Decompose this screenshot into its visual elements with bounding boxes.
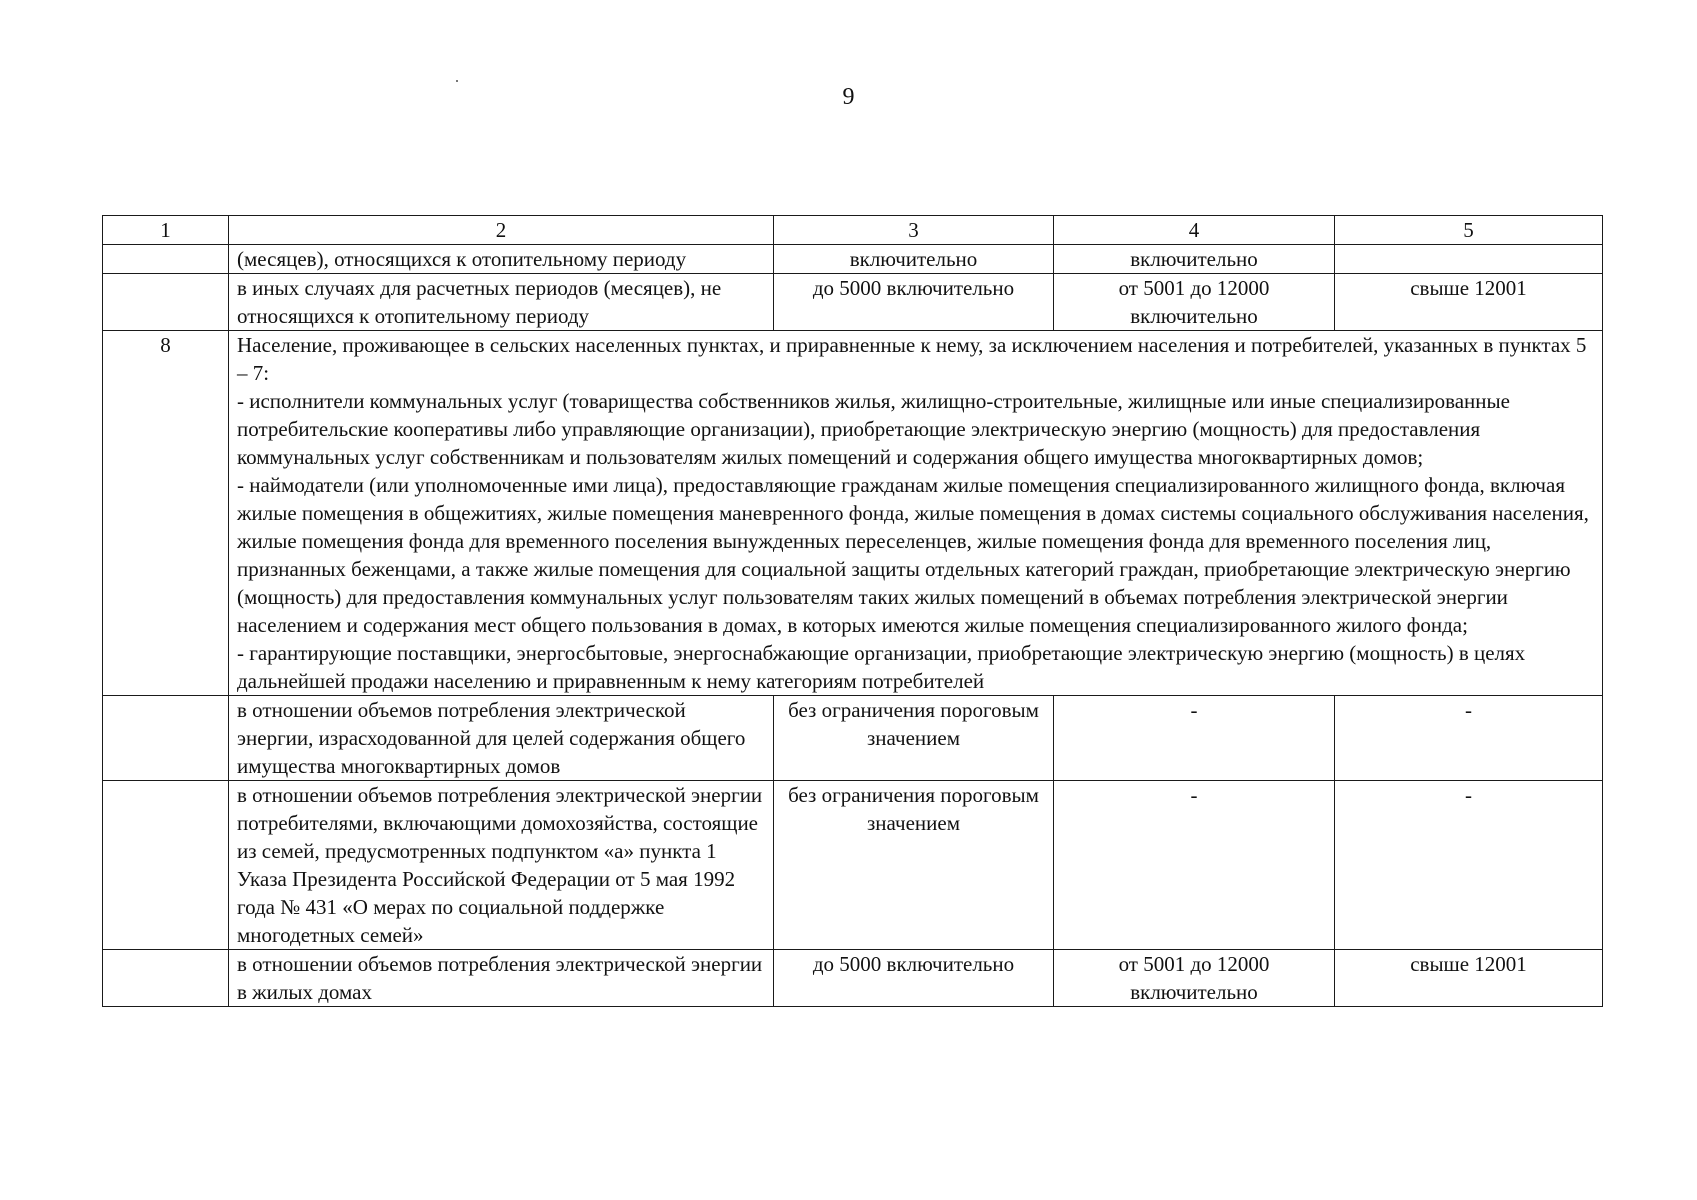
- range-2-cell: -: [1054, 696, 1335, 781]
- section-description-cell: [229, 331, 1603, 696]
- row-number-cell: [103, 950, 229, 1007]
- section-paragraph: - гарантирующие поставщики, энергосбытовые, энергоснабжающие организации, приобретающие электрическую энергию (мощность) в целях дальнейшей продажи населению и приравненным к нему категориям потребителей: [237, 641, 1526, 693]
- range-2-cell: -: [1054, 781, 1335, 950]
- range-1-cell: без ограничения пороговым значением: [774, 781, 1054, 950]
- column-header-1: 1: [103, 216, 229, 245]
- range-1-cell: без ограничения пороговым значением: [774, 696, 1054, 781]
- table-row: [103, 950, 1603, 1007]
- range-2-cell: включительно: [1054, 245, 1335, 274]
- row-number-cell: [103, 274, 229, 331]
- description-cell: (месяцев), относящихся к отопительному периоду: [229, 245, 774, 274]
- column-header-4: 4: [1054, 216, 1335, 245]
- row-number-cell: [103, 245, 229, 274]
- table-row: [103, 696, 1603, 781]
- section-paragraph: - исполнители коммунальных услуг (товарищества собственников жилья, жилищно-строительные, жилищные или иные специализированные потребительские кооперативы либо управляющие организации), приобретающие электрическую энергию (мощность) для предоставления коммунальных услуг собственникам и пользователям жилых помещений и содержания общего имущества многоквартирных домов;: [237, 389, 1510, 469]
- range-1-cell: до 5000 включительно: [774, 950, 1054, 1007]
- row-number-cell: [103, 781, 229, 950]
- range-3-cell: свыше 12001: [1335, 950, 1603, 1007]
- range-3-cell: [1335, 245, 1603, 274]
- column-header-5: 5: [1335, 216, 1603, 245]
- column-header-2: 2: [229, 216, 774, 245]
- section-paragraph: Население, проживающее в сельских населенных пунктах, и приравненные к нему, за исключением населения и потребителей, указанных в пунктах 5 – 7:: [237, 333, 1587, 385]
- description-cell: в отношении объемов потребления электрической энергии потребителями, включающими домохозяйства, состоящие из семей, предусмотренных подпунктом «а» пункта 1 Указа Президента Российской Федерации от 5 мая 1992 года № 431 «О мерах по социальной поддержке многодетных семей»: [229, 781, 774, 950]
- range-2-cell: от 5001 до 12000 включительно: [1054, 950, 1335, 1007]
- range-2-cell: от 5001 до 12000 включительно: [1054, 274, 1335, 331]
- range-3-cell: -: [1335, 781, 1603, 950]
- table-header-row: [103, 216, 1603, 245]
- tariff-table: [102, 215, 1603, 1007]
- range-1-cell: включительно: [774, 245, 1054, 274]
- table-row: [103, 274, 1603, 331]
- scan-speck: [456, 80, 458, 82]
- table-row: [103, 781, 1603, 950]
- page-number: 9: [842, 84, 855, 110]
- row-number-cell: [103, 696, 229, 781]
- description-cell: в отношении объемов потребления электрической энергии, израсходованной для целей содержания общего имущества многоквартирных домов: [229, 696, 774, 781]
- range-1-cell: до 5000 включительно: [774, 274, 1054, 331]
- description-cell: в иных случаях для расчетных периодов (месяцев), не относящихся к отопительному периоду: [229, 274, 774, 331]
- table-row: [103, 245, 1603, 274]
- section-paragraph: - наймодатели (или уполномоченные ими лица), предоставляющие гражданам жилые помещения специализированного жилищного фонда, включая жилые помещения в общежитиях, жилые помещения маневренного фонда, жилые помещения в домах системы социального обслуживания населения, жилые помещения фонда для временного поселения вынужденных переселенцев, жилые помещения фонда для временного поселения лиц, признанных беженцами, а также жилые помещения для социальной защиты отдельных категорий граждан, приобретающие электрическую энергию (мощность) для предоставления коммунальных услуг пользователям таких жилых помещений в объемах потребления электрической энергии населением и содержания мест общего пользования в домах, в которых имеются жилые помещения специализированного жилого фонда;: [237, 473, 1589, 637]
- section-8-row: [103, 331, 1603, 696]
- range-3-cell: -: [1335, 696, 1603, 781]
- description-cell: в отношении объемов потребления электрической энергии в жилых домах: [229, 950, 774, 1007]
- range-3-cell: свыше 12001: [1335, 274, 1603, 331]
- section-number-cell: 8: [103, 331, 229, 696]
- column-header-3: 3: [774, 216, 1054, 245]
